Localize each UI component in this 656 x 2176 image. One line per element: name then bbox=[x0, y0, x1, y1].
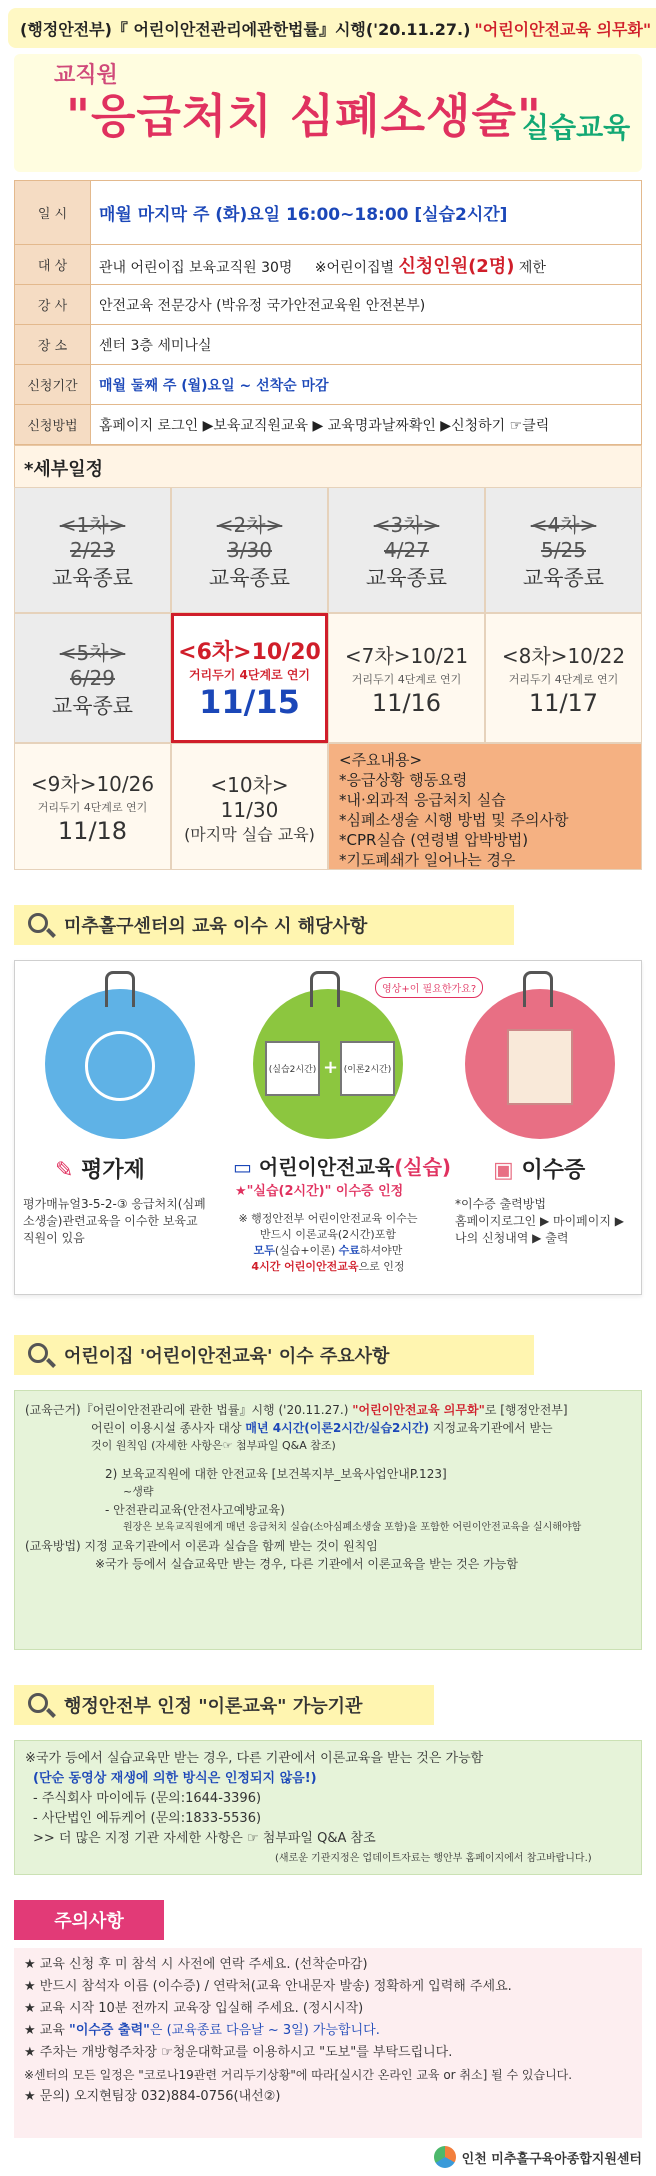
tablet-icon: ▭ bbox=[233, 1155, 252, 1179]
binder-clip-icon bbox=[523, 971, 553, 1007]
footer-org: 인천 미추홀구육아종합지원센터 bbox=[434, 2146, 642, 2168]
binder-clip-icon bbox=[310, 971, 340, 1007]
theory-body: ※국가 등에서 실습교육만 받는 경우, 다른 기관에서 이론교육을 받는 것은 가능함 (단순 동영상 재생에 의한 방식은 인정되지 않음!) - 주식회사 마이에듀 (문의:1644-3396) - 사단법인 에듀케어 (문의:1833-5536) >> 더 많은 지정 기관 자세한 사항은 ☞ 첨부파일 Q&A 참조 (새로운 기관지정은 업데이트자료는 행안부 홈페이지에서 참고바랍니다.) bbox=[14, 1740, 642, 1875]
header-title: "응급처치 심폐소생술" bbox=[66, 89, 542, 143]
binder-clip-icon bbox=[105, 971, 135, 1007]
safety-edu-note: ※ 행정안전부 어린이안전교육 이수는 반드시 이론교육(2시간)포함 모두(실습+이론) 수료하셔야만 4시간 어린이안전교육으로 인정 bbox=[238, 1212, 418, 1273]
session-5: <5차> 6/29 교육종료 bbox=[14, 613, 171, 743]
certificate-small-icon: ▣ bbox=[493, 1158, 514, 1183]
safety-edu-highlight: ★"실습(2시간)" 이수증 인정 bbox=[235, 1184, 404, 1199]
session-8: <8차>10/22 거리두기 4단계로 연기 11/17 bbox=[485, 613, 642, 743]
theory-image: (이론2시간) bbox=[340, 1041, 395, 1096]
certificate-icon bbox=[507, 1029, 573, 1105]
certificate-title: ▣ 이수증 bbox=[493, 1158, 586, 1183]
notice-mandatory: "어린이안전교육 의무화" bbox=[474, 19, 652, 39]
place-label: 장 소 bbox=[15, 325, 91, 365]
schedule-title: *세부일정 bbox=[24, 459, 103, 480]
plus-icon: + bbox=[323, 1057, 339, 1078]
session-6-highlight: <6차>10/20 거리두기 4단계로 연기 11/15 bbox=[171, 613, 328, 743]
method-value: 홈페이지 로그인 ▶보육교직원교육 ▶ 교육명과날짜확인 ▶신청하기 ☞클릭 bbox=[91, 405, 642, 445]
period-value: 매월 둘째 주 (월)요일 ~ 선착순 마감 bbox=[91, 365, 642, 405]
practice-image: (실습2시간) bbox=[265, 1041, 320, 1096]
info-table bbox=[14, 180, 642, 445]
header-subtitle: 실습교육 bbox=[522, 111, 631, 144]
benefit-header: 미추홀구센터의 교육 이수 시 해당사항 bbox=[14, 905, 514, 945]
course-body: (교육근거)『어린이안전관리에 관한 법률』시행 ('20.11.27.) "어린이안전교육 의무화"로 [행정안전부] 어린이 이용시설 종사자 대상 매년 4시간(이론2시간/실습2시간) 지정교육기관에서 받는 것이 원칙임 (자세한 사항은☞ 첨부파일 Q&A 참조) 2) 보육교직원에 대한 안전교육 [보건복지부_보육사업안내P.123] ~생략 - 안전관리교육(안전사고예방교육) 원장은 보육교직원에게 매년 응급처치 실습(소아심폐소생술 포함)을 포함한 어린이안전교육을 실시해야함 (교육방법) 지정 교육기관에서 이론과 실습을 함께 받는 것이 원칙임 ※국가 등에서 실습교육만 받는 경우, 다른 기관에서 이론교육을 받는 것은 가능함 bbox=[14, 1390, 642, 1650]
caution-header: 주의사항 bbox=[14, 1900, 164, 1940]
speech-bubble: 영상+이 필요한가요? bbox=[375, 977, 483, 998]
session-2: <2차> 3/30 교육종료 bbox=[171, 487, 328, 613]
certificate-text: *이수증 출력방법 홈페이지로그인 ▶ 마이페이지 ▶ 나의 신청내역 ▶ 출력 bbox=[455, 1197, 625, 1245]
course-header: 어린이집 '어린이안전교육' 이수 주요사항 bbox=[14, 1335, 534, 1375]
main-content: <주요내용> *응급상황 행동요령 *내·외과적 응급처치 실습 *심폐소생술 시행 방법 및 주의사항 *CPR실습 (연령별 압박방법) *기도폐쇄가 일어나는 경우 bbox=[328, 743, 642, 870]
date-value: 매월 마지막 주 (화)요일 16:00~18:00 [실습2시간] bbox=[91, 181, 642, 245]
caution-body: ★ 교육 신청 후 미 참석 시 사전에 연락 주세요. (선착순마감) ★ 반드시 참석자 이름 (이수증) / 연락처(교육 안내문자 발송) 정확하게 입력해 주세요. ★ 교육 시작 10분 전까지 교육장 입실해 주세요. (정시시작) ★ 교육 "이수증 출력"은 (교육종료 다음날 ~ 3일) 가능합니다. ★ 주차는 개방형주차장 ☞청운대학교를 이용하시고 "도보"를 부탁드립니다. ※센터의 모든 일정은 "코로나19관련 거리두기상황"에 따라[실시간 온라인 교육 or 취소] 될 수 있습니다. ★ 문의) 오지현팀장 032)884-0756(내선②) bbox=[14, 1948, 642, 2138]
target-value: 관내 어린이집 보육교직원 30명 ※어린이집별 신청인원(2명) 제한 bbox=[91, 245, 642, 285]
safety-edu-title: ▭ 어린이안전교육(실습) bbox=[233, 1155, 452, 1179]
notice-law: (행정안전부)『 어린이안전관리에관한법률』시행('20.11.27.) bbox=[20, 19, 471, 39]
top-notice bbox=[8, 8, 656, 48]
cpr-person-icon bbox=[85, 1031, 155, 1101]
instructor-label: 강 사 bbox=[15, 285, 91, 325]
evaluation-text: 평가매뉴얼3-5-2-③ 응급처치(심폐소생술)관련교육을 이수한 보육교직원이 있음 bbox=[23, 1197, 206, 1245]
session-10: <10차> 11/30 (마지막 실습 교육) bbox=[171, 743, 328, 870]
theory-header: 행정안전부 인정 "이론교육" 가능기관 bbox=[14, 1685, 434, 1725]
center-logo-icon bbox=[434, 2146, 456, 2168]
session-9: <9차>10/26 거리두기 4단계로 연기 11/18 bbox=[14, 743, 171, 870]
magnifier-icon bbox=[28, 1693, 48, 1713]
session-4: <4차> 5/25 교육종료 bbox=[485, 487, 642, 613]
session-3: <3차> 4/27 교육종료 bbox=[328, 487, 485, 613]
place-value: 센터 3층 세미나실 bbox=[91, 325, 642, 365]
pencil-icon: ✎ bbox=[55, 1158, 74, 1183]
target-limit: 신청인원(2명) bbox=[398, 255, 515, 277]
benefit-panel bbox=[14, 960, 642, 1295]
target-label: 대 상 bbox=[15, 245, 91, 285]
magnifier-icon bbox=[28, 1343, 48, 1363]
period-label: 신청기간 bbox=[15, 365, 91, 405]
method-label: 신청방법 bbox=[15, 405, 91, 445]
header-banner bbox=[14, 54, 642, 172]
evaluation-title: ✎ 평가제 bbox=[55, 1158, 145, 1183]
date-label: 일 시 bbox=[15, 181, 91, 245]
header-small: 교직원 bbox=[54, 63, 118, 88]
magnifier-icon bbox=[28, 913, 48, 933]
instructor-value: 안전교육 전문강사 (박유정 국가안전교육원 안전본부) bbox=[91, 285, 642, 325]
session-1: <1차> 2/23 교육종료 bbox=[14, 487, 171, 613]
session-7: <7차>10/21 거리두기 4단계로 연기 11/16 bbox=[328, 613, 485, 743]
